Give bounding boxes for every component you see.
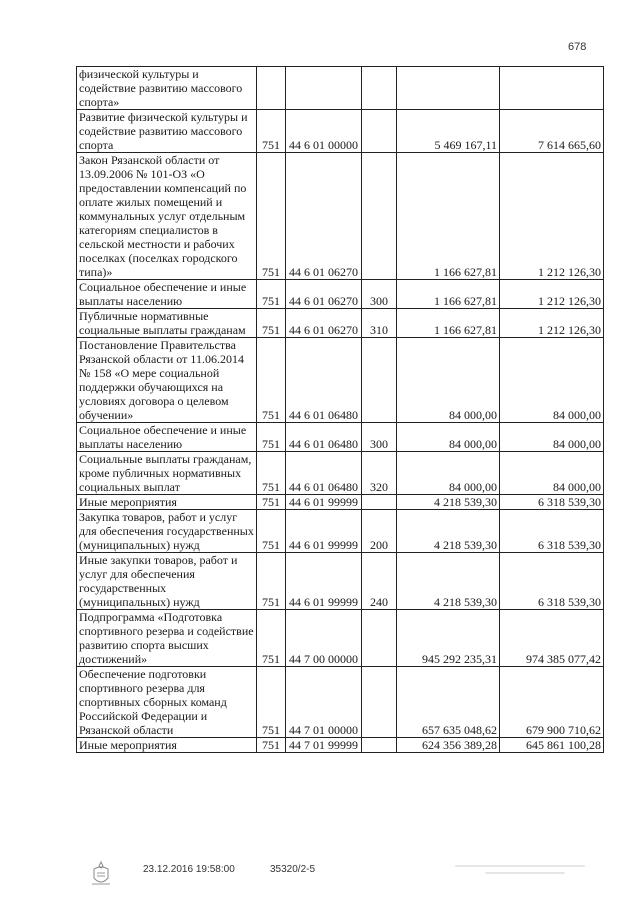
row-vr-cell: 200 [362,510,397,553]
row-csr-cell: 44 7 01 99999 [286,738,362,753]
row-sum-second-cell: 84 000,00 [500,452,604,495]
row-sum-second-cell: 1 212 126,30 [500,153,604,280]
row-sum-second-cell: 84 000,00 [500,338,604,423]
row-csr-cell: 44 7 01 00000 [286,667,362,738]
row-sum-second-cell: 6 318 539,30 [500,553,604,610]
row-ved-cell: 751 [257,153,286,280]
table-row [77,667,604,738]
row-ved-cell: 751 [257,280,286,309]
row-ved-cell: 751 [257,495,286,510]
budget-table-body [77,67,604,753]
page-footer [0,860,640,890]
row-name-cell: Подпрограмма «Подготовка спортивного резерва и содействие развитию спорта высших достижений» [77,610,257,667]
row-vr-cell [362,110,397,153]
row-ved-cell: 751 [257,610,286,667]
row-vr-cell [362,153,397,280]
row-sum-first-cell: 84 000,00 [397,423,500,452]
row-vr-cell [362,610,397,667]
footer-datetime: 23.12.2016 19:58:00 [143,864,235,875]
row-ved-cell: 751 [257,738,286,753]
row-sum-first-cell: 1 166 627,81 [397,153,500,280]
table-row [77,452,604,495]
row-sum-first-cell: 624 356 389,28 [397,738,500,753]
row-name-cell: Социальное обеспечение и иные выплаты населению [77,423,257,452]
row-sum-first-cell: 5 469 167,11 [397,110,500,153]
row-csr-cell: 44 6 01 06480 [286,452,362,495]
table-row [77,510,604,553]
row-sum-first-cell: 4 218 539,30 [397,510,500,553]
row-ved-cell: 751 [257,338,286,423]
row-csr-cell: 44 6 01 99999 [286,495,362,510]
row-vr-cell [362,67,397,110]
row-sum-first-cell: 4 218 539,30 [397,495,500,510]
row-sum-first-cell: 1 166 627,81 [397,309,500,338]
table-row [77,738,604,753]
stamp-watermark-icon [455,860,595,886]
table-row [77,280,604,309]
row-sum-second-cell: 6 318 539,30 [500,510,604,553]
row-csr-cell: 44 6 01 06480 [286,423,362,452]
row-name-cell: Закон Рязанской области от 13.09.2006 № 101-ОЗ «О предоставлении компенсаций по оплате жилых помещений и коммунальных услуг отдельным категориям специалистов в сельской местности и рабочих поселках (поселках городского типа)» [77,153,257,280]
page-number: 678 [568,41,587,53]
table-row [77,423,604,452]
row-csr-cell: 44 6 01 06270 [286,153,362,280]
row-name-cell: Публичные нормативные социальные выплаты гражданам [77,309,257,338]
row-name-cell: Развитие физической культуры и содействие развитию массового спорта [77,110,257,153]
row-sum-second-cell [500,67,604,110]
table-row [77,610,604,667]
row-vr-cell [362,338,397,423]
row-ved-cell: 751 [257,667,286,738]
row-sum-second-cell: 1 212 126,30 [500,280,604,309]
row-name-cell: Обеспечение подготовки спортивного резерва для спортивных сборных команд Российской Федерации и Рязанской области [77,667,257,738]
row-vr-cell: 300 [362,423,397,452]
row-ved-cell: 751 [257,452,286,495]
row-sum-first-cell: 945 292 235,31 [397,610,500,667]
table-row [77,110,604,153]
row-vr-cell [362,738,397,753]
row-sum-second-cell: 645 861 100,28 [500,738,604,753]
table-row [77,495,604,510]
row-csr-cell: 44 6 01 06270 [286,309,362,338]
row-sum-second-cell: 1 212 126,30 [500,309,604,338]
row-name-cell: Постановление Правительства Рязанской области от 11.06.2014 № 158 «О мере социальной поддержки обучающихся на условиях договора о целевом обучении» [77,338,257,423]
row-sum-second-cell: 679 900 710,62 [500,667,604,738]
row-sum-second-cell: 7 614 665,60 [500,110,604,153]
row-name-cell: Закупка товаров, работ и услуг для обеспечения государственных (муниципальных) нужд [77,510,257,553]
coat-of-arms-icon [88,860,114,888]
row-name-cell: Социальное обеспечение и иные выплаты населению [77,280,257,309]
row-csr-cell [286,67,362,110]
row-csr-cell: 44 6 01 99999 [286,510,362,553]
row-csr-cell: 44 6 01 06480 [286,338,362,423]
row-ved-cell: 751 [257,309,286,338]
row-sum-first-cell: 1 166 627,81 [397,280,500,309]
row-ved-cell: 751 [257,510,286,553]
row-ved-cell: 751 [257,110,286,153]
row-name-cell: Иные мероприятия [77,738,257,753]
row-name-cell: физической культуры и содействие развитию массового спорта» [77,67,257,110]
row-vr-cell [362,495,397,510]
row-vr-cell: 310 [362,309,397,338]
row-sum-first-cell: 84 000,00 [397,452,500,495]
row-ved-cell [257,67,286,110]
row-csr-cell: 44 6 01 06270 [286,280,362,309]
table-row [77,553,604,610]
row-sum-second-cell: 6 318 539,30 [500,495,604,510]
row-name-cell: Социальные выплаты гражданам, кроме публичных нормативных социальных выплат [77,452,257,495]
row-vr-cell: 240 [362,553,397,610]
table-row [77,338,604,423]
table-row [77,67,604,110]
row-vr-cell: 300 [362,280,397,309]
row-sum-first-cell [397,67,500,110]
row-vr-cell: 320 [362,452,397,495]
row-sum-first-cell: 84 000,00 [397,338,500,423]
row-csr-cell: 44 7 00 00000 [286,610,362,667]
row-csr-cell: 44 6 01 99999 [286,553,362,610]
row-csr-cell: 44 6 01 00000 [286,110,362,153]
row-name-cell: Иные закупки товаров, работ и услуг для обеспечения государственных (муниципальных) нужд [77,553,257,610]
row-sum-second-cell: 84 000,00 [500,423,604,452]
row-name-cell: Иные мероприятия [77,495,257,510]
row-sum-second-cell: 974 385 077,42 [500,610,604,667]
table-row [77,153,604,280]
budget-table [76,66,604,753]
row-sum-first-cell: 657 635 048,62 [397,667,500,738]
table-row [77,309,604,338]
footer-document-code: 35320/2-5 [270,864,316,875]
row-ved-cell: 751 [257,423,286,452]
row-ved-cell: 751 [257,553,286,610]
row-sum-first-cell: 4 218 539,30 [397,553,500,610]
row-vr-cell [362,667,397,738]
